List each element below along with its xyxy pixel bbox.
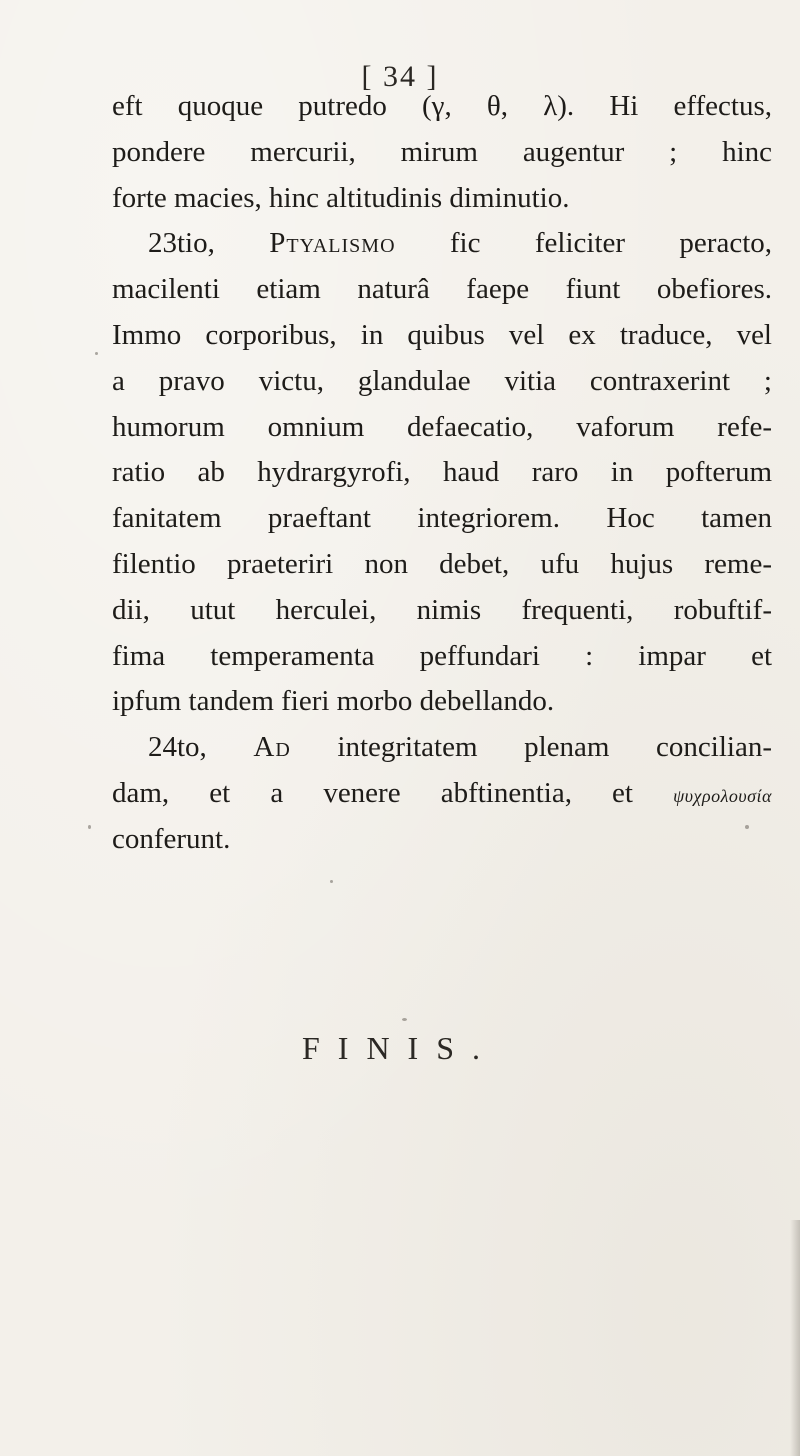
- text-segment: integritatem plenam concilian-: [290, 731, 772, 764]
- page-edge-shadow: [790, 1220, 800, 1456]
- text-line-11: filentio praeteriri non debet, ufu hujus reme-: [112, 547, 772, 580]
- ink-speck: [330, 880, 333, 883]
- text-line-7: a pravo victu, glandulae vitia contraxerint ;: [112, 364, 772, 397]
- text-line-8: humorum omnium defaecatio, vaforum refe-: [112, 410, 772, 443]
- text-line-12: dii, utut herculei, nimis frequenti, robuftif-: [112, 593, 772, 626]
- paragraph-23-line-1: [112, 221, 772, 267]
- text-line-16: [112, 771, 772, 817]
- paragraph-number: 24to,: [148, 731, 254, 764]
- text-line-6: Immo corporibus, in quibus vel ex traduce, vel: [112, 318, 772, 351]
- text-line-1: eft quoque putredo (γ, θ, λ). Hi effectus,: [112, 90, 772, 122]
- page-number: [ 34 ]: [361, 60, 439, 93]
- body-text: [112, 84, 772, 863]
- greek-word: ψυχρολουσία: [673, 785, 772, 806]
- text-line-10: fanitatem praeftant integriorem. Hoc tamen: [112, 502, 772, 535]
- ink-speck: [88, 825, 91, 829]
- finis-colophon: FINIS.: [301, 1030, 498, 1066]
- text-line-17: conferunt.: [112, 822, 231, 855]
- text-line-5: macilenti etiam naturâ faepe fiunt obefiores.: [112, 273, 772, 306]
- ink-speck: [402, 1018, 407, 1021]
- text-line-2: pondere mercurii, mirum augentur ; hinc: [112, 135, 772, 168]
- ink-speck: [745, 825, 749, 829]
- text-line-13: fima temperamenta peffundari : impar et: [112, 639, 772, 672]
- ink-speck: [95, 352, 98, 355]
- text-line-9: ratio ab hydrargyrofi, haud raro in pofterum: [112, 456, 772, 489]
- heading-word-ad: Ad: [253, 731, 291, 764]
- text-line-14: ipfum tandem fieri morbo debellando.: [112, 685, 555, 718]
- paragraph-number: 23tio,: [148, 227, 270, 260]
- text-segment: fic feliciter peracto,: [395, 227, 772, 260]
- paragraph-24-line-1: [112, 725, 772, 771]
- text-line-3: forte macies, hinc altitudinis diminutio.: [112, 181, 570, 214]
- heading-word-ptyalismo: Ptyalismo: [269, 227, 396, 260]
- text-segment: dam, et a venere abftinentia, et: [112, 776, 674, 809]
